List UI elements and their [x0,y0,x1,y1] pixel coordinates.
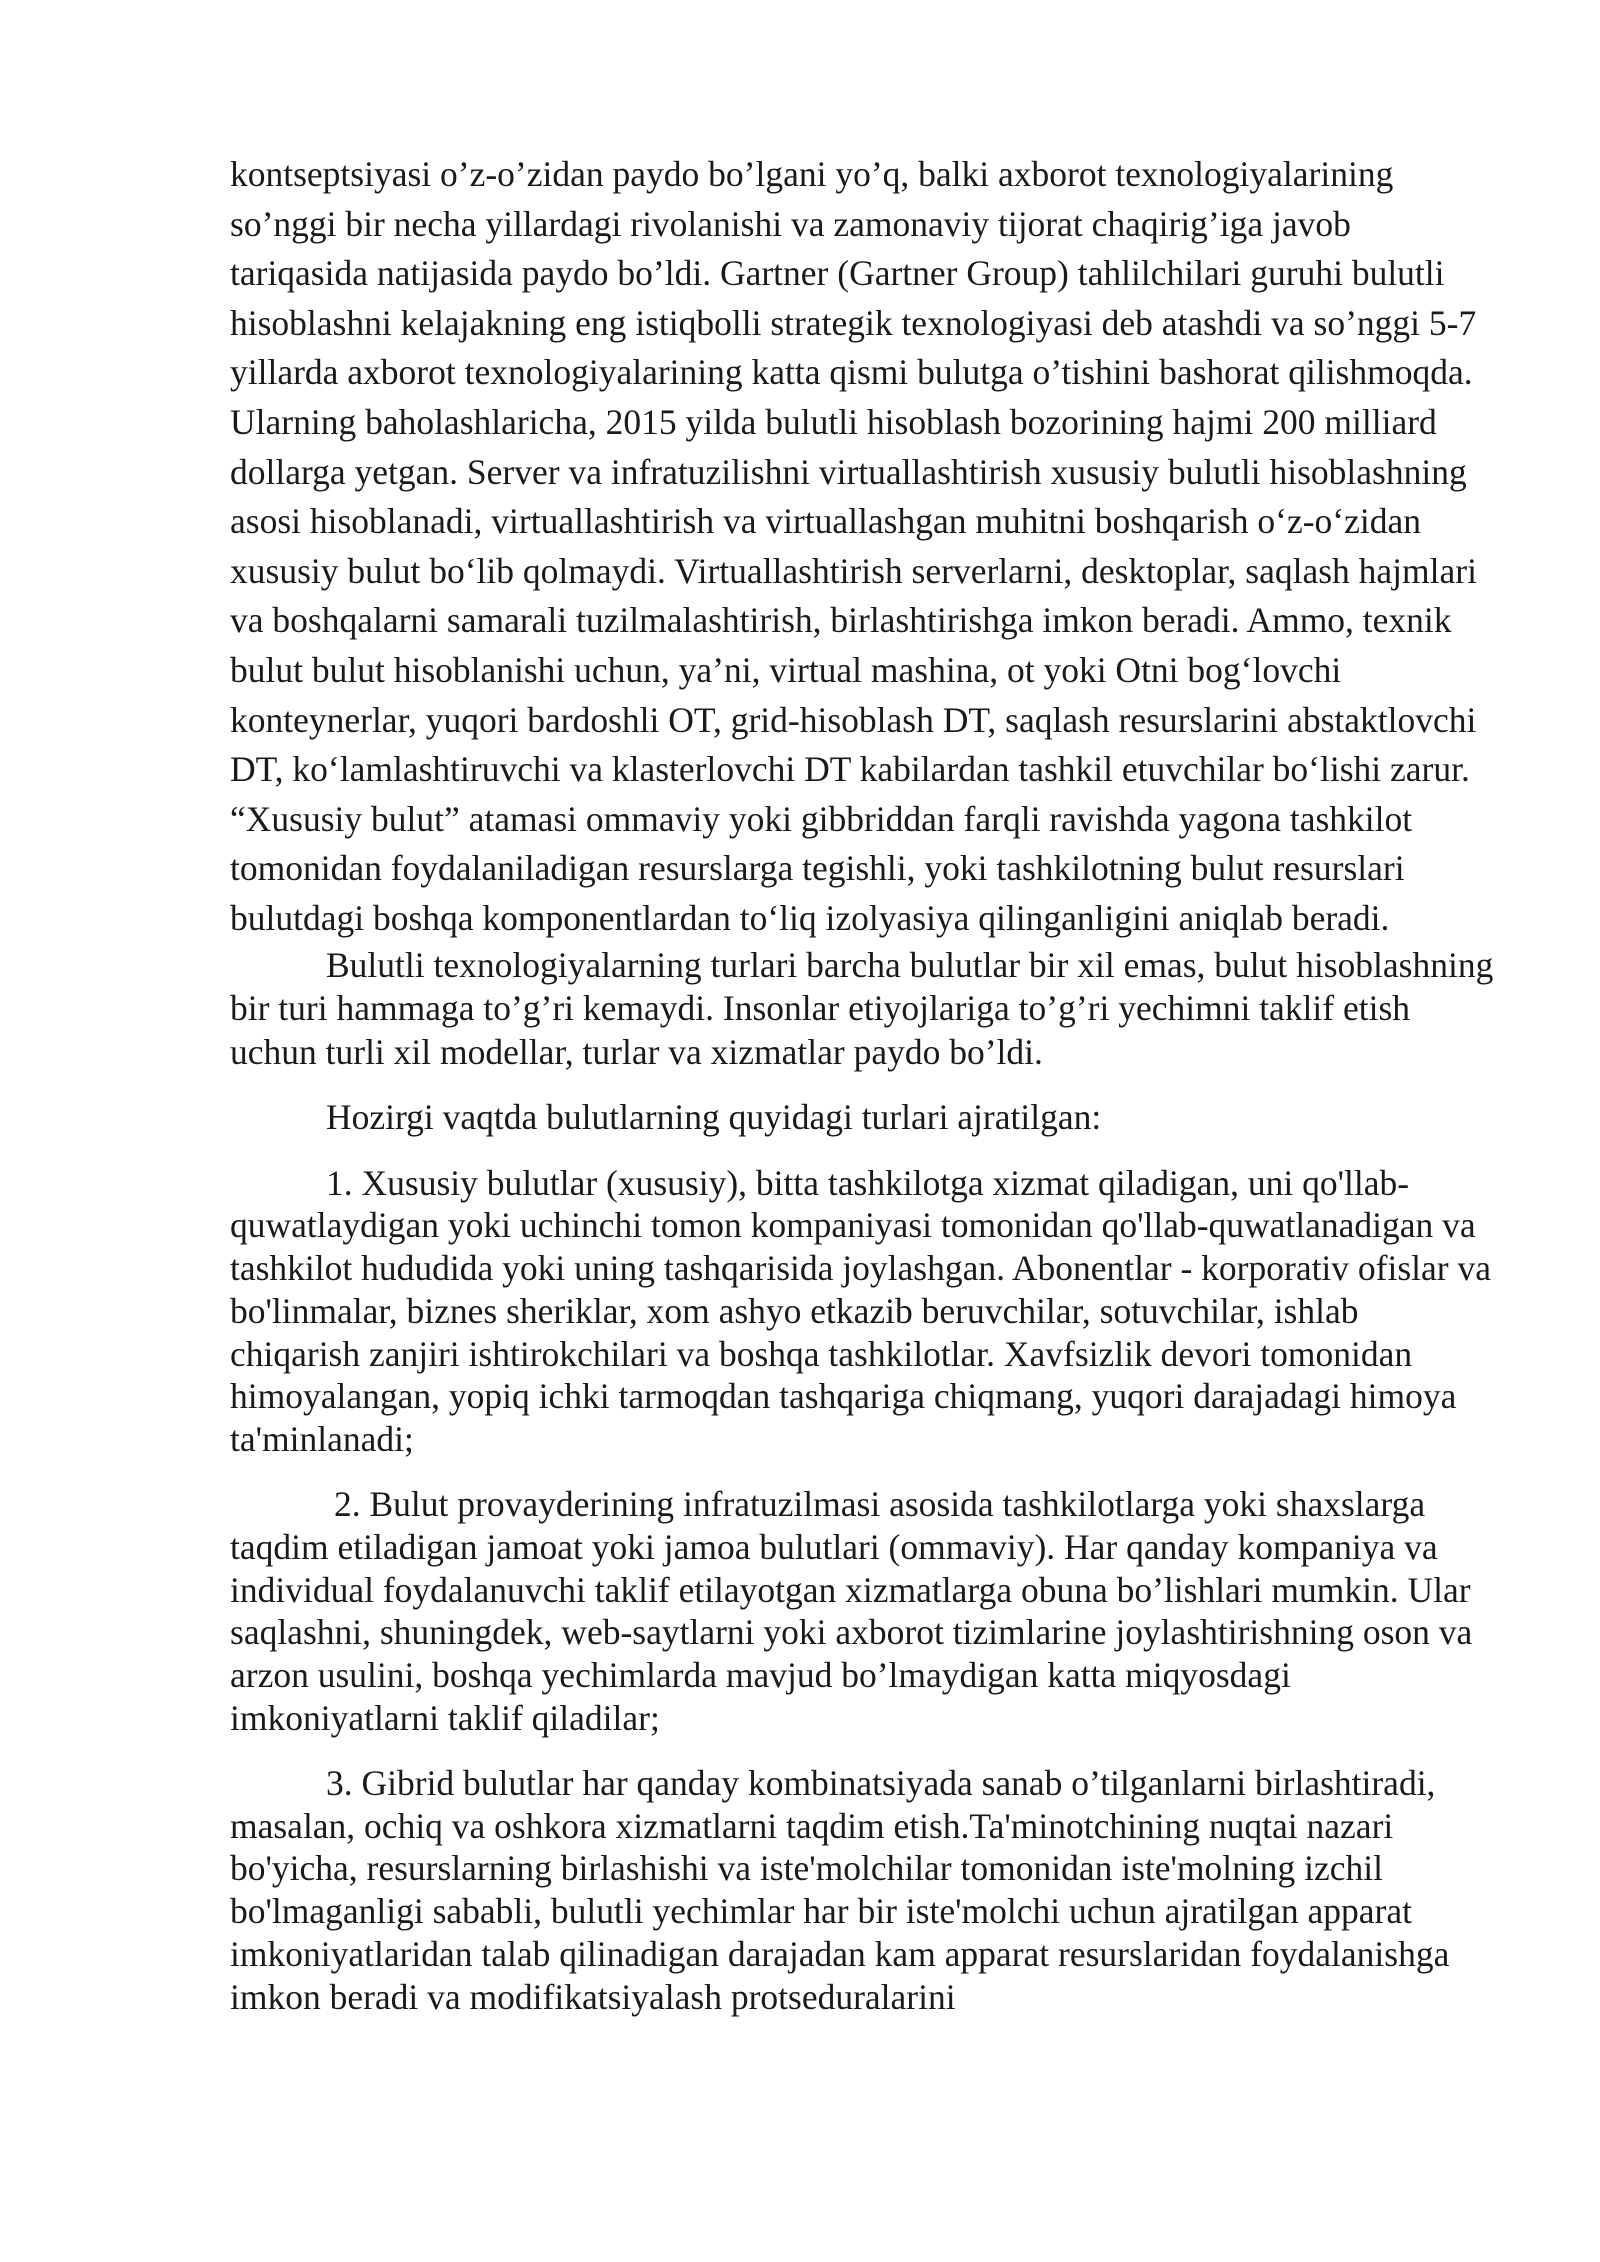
paragraph-cloud-types-intro: Bulutli texnologiyalarning turlari barcha bulutlar bir xil emas, bulut hisoblashning bir turi hammaga to’g’ri kemaydi. Insonlar etiyojlariga to’g’ri yechimni taklif etish uchun turli xil modellar, turlar va xizmatlar paydo bo’ldi. [230,944,1494,1072]
paragraph-private-cloud: 1. Xususiy bulutlar (xususiy), bitta tashkilotga xizmat qiladigan, uni qo'llab-quwatlaydigan yoki uchinchi tomon kompaniyasi tomonidan qo'llab-quwatlanadigan va tashkilot hududida yoki uning tashqarisida joylashgan. Abonentlar - korporativ ofislar va bo'linmalar, biznes sheriklar, xom ashyo etkazib beruvchilar, sotuvchilar, ishlab chiqarish zanjiri ishtirokchilari va boshqa tashkilotlar. Xavfsizlik devori tomonidan himoyalangan, yopiq ichki tarmoqdan tashqariga chiqmang, yuqori darajadagi himoya ta'minlanadi; [230,1162,1491,1460]
document-page [230,150,1494,2019]
paragraph-public-cloud: 2. Bulut provayderining infratuzilmasi asosida tashkilotlarga yoki shaxslarga taqdim etiladigan jamoat yoki jamoa bulutlari (ommaviy). Har qanday kompaniya va individual foydalanuvchi taklif etilayotgan xizmatlarga obuna bo’lishlari mumkin. Ular saqlashni, shuningdek, web-saytlarni yoki axborot tizimlarine joylashtirishning oson va arzon usulini, boshqa yechimlarda mavjud bo’lmaydigan katta miqyosdagi imkoniyatlarni taklif qiladilar; [230,1484,1473,1739]
paragraph-cloud-concept: kontseptsiyasi o’z-o’zidan paydo bo’lgani yo’q, balki axborot texnologiyalarining so’nggi bir necha yillardagi rivolanishi va zamonaviy tijorat chaqirig’iga javob tariqasida natijasida paydo bo’ldi. Gartner (Gartner Group) tahlilchilari guruhi bulutli hisoblashni kelajakning eng istiqbolli strategik texnologiyasi deb atashdi va so’nggi 5-7 yillarda axborot texnologiyalarining katta qismi bulutga o’tishini bashorat qilishmoqda. Ularning baholashlaricha, 2015 yilda bulutli hisoblash bozorining hajmi 200 milliard dollarga yetgan. Server va infratuzilishni virtuallashtirish xususiy bulutli hisoblashning asosi hisoblanadi, virtuallashtirish va virtuallashgan muhitni boshqarish o‘z-o‘zidan xususiy bulut bo‘lib qolmaydi. Virtuallashtirish serverlarni, desktoplar, saqlash hajmlari va boshqalarni samarali tuzilmalashtirish, birlashtirishga imkon beradi. Ammo, texnik bulut bulut hisoblanishi uchun, ya’ni, virtual mashina, ot yoki Otni bog‘lovchi konteynerlar, yuqori bardoshli OT, grid-hisoblash DT, saqlash resurslarini abstaktlovchi DT, ko‘lamlashtiruvchi va klasterlovchi DT kabilardan tashkil etuvchilar bo‘lishi zarur. “Xususiy bulut” atamasi ommaviy yoki gibbriddan farqli ravishda yagona tashkilot tomonidan foydalaniladigan resurslarga tegishli, yoki tashkilotning bulut resurslari bulutdagi boshqa komponentlardan to‘liq izolyasiya qilinganligini aniqlab beradi. [230,154,1477,938]
paragraph-hybrid-cloud: 3. Gibrid bulutlar har qanday kombinatsiyada sanab o’tilganlarni birlashtiradi, masalan, ochiq va oshkora xizmatlarni taqdim etish.Ta'minotchining nuqtai nazari bo'yicha, resurslarning birlashishi va iste'molchilar tomonidan iste'molning izchil bo'lmaganligi sababli, bulutli yechimlar har bir iste'molchi uchun ajratilgan apparat imkoniyatlaridan talab qilinadigan darajadan kam apparat resurslaridan foydalanishga imkon beradi va modifikatsiyalash protseduralarini [230,1762,1450,2017]
paragraph-cloud-types-heading: Hozirgi vaqtda bulutlarning quyidagi turlari ajratilgan: [326,1097,1102,1137]
